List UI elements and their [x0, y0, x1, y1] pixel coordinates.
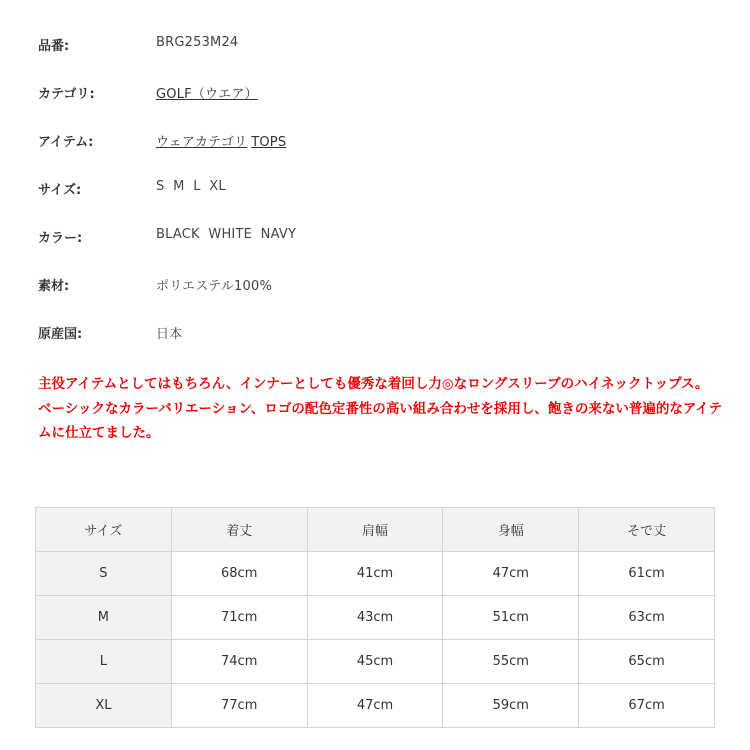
spec-row-material — [38, 270, 718, 318]
category-link[interactable]: GOLF（ウエア） — [156, 87, 258, 102]
header-cell: 着丈 — [171, 508, 307, 552]
table-cell: 55cm — [443, 640, 579, 684]
table-row — [36, 640, 715, 684]
header-cell: 身幅 — [443, 508, 579, 552]
spec-label: サイズ: — [38, 183, 82, 198]
table-cell: 47cm — [307, 684, 443, 728]
table-cell: 68cm — [171, 552, 307, 596]
spec-row-size — [38, 174, 718, 222]
table-row — [36, 552, 715, 596]
spec-value — [156, 126, 286, 150]
size-cell: M — [36, 596, 172, 640]
spec-label: 素材: — [38, 279, 70, 294]
spec-value: BLACK WHITE NAVY — [156, 227, 297, 242]
spec-label: カラー: — [38, 231, 83, 246]
table-cell: 77cm — [171, 684, 307, 728]
spec-row-product-no — [38, 30, 718, 78]
spec-value: ポリエステル100% — [156, 279, 272, 294]
table-cell: 67cm — [579, 684, 715, 728]
description-line: 主役アイテムとしてはもちろん、インナーとしても優秀な着回し力◎なロングスリーブのハイネックトップス。 — [38, 376, 709, 392]
table-cell: 41cm — [307, 552, 443, 596]
spec-row-item — [38, 126, 718, 174]
spec-value — [156, 78, 258, 102]
size-cell: S — [36, 552, 172, 596]
table-cell: 61cm — [579, 552, 715, 596]
table-row — [36, 684, 715, 728]
spec-row-color — [38, 222, 718, 270]
table-cell: 47cm — [443, 552, 579, 596]
spec-label: 品番: — [38, 39, 70, 54]
spec-row-category — [38, 78, 718, 126]
size-table — [35, 507, 715, 728]
spec-label: カテゴリ: — [38, 87, 95, 102]
table-cell: 51cm — [443, 596, 579, 640]
spec-label: 原産国: — [38, 327, 83, 342]
table-cell: 43cm — [307, 596, 443, 640]
size-cell: L — [36, 640, 172, 684]
tops-link[interactable]: TOPS — [251, 135, 287, 150]
spec-value: 日本 — [156, 327, 183, 342]
table-cell: 63cm — [579, 596, 715, 640]
spec-value: S M L XL — [156, 179, 226, 194]
spec-label: アイテム: — [38, 135, 94, 150]
table-cell: 45cm — [307, 640, 443, 684]
wear-category-link[interactable]: ウェアカテゴリ — [156, 135, 248, 150]
header-cell: そで丈 — [579, 508, 715, 552]
table-row — [36, 596, 715, 640]
description-line: ベーシックなカラーバリエーション、ロゴの配色定番性の高い組み合わせを採用し、飽きの来ない普遍的なアイテムに仕立てました。 — [38, 400, 723, 441]
table-cell: 74cm — [171, 640, 307, 684]
header-cell: サイズ — [36, 508, 172, 552]
table-cell: 65cm — [579, 640, 715, 684]
size-table-header — [36, 508, 715, 552]
spec-row-origin — [38, 318, 718, 366]
table-cell: 71cm — [171, 596, 307, 640]
spec-value: BRG253M24 — [156, 35, 239, 50]
spec-list — [38, 30, 718, 366]
table-cell: 59cm — [443, 684, 579, 728]
header-cell: 肩幅 — [307, 508, 443, 552]
size-cell: XL — [36, 684, 172, 728]
product-description — [38, 372, 728, 446]
